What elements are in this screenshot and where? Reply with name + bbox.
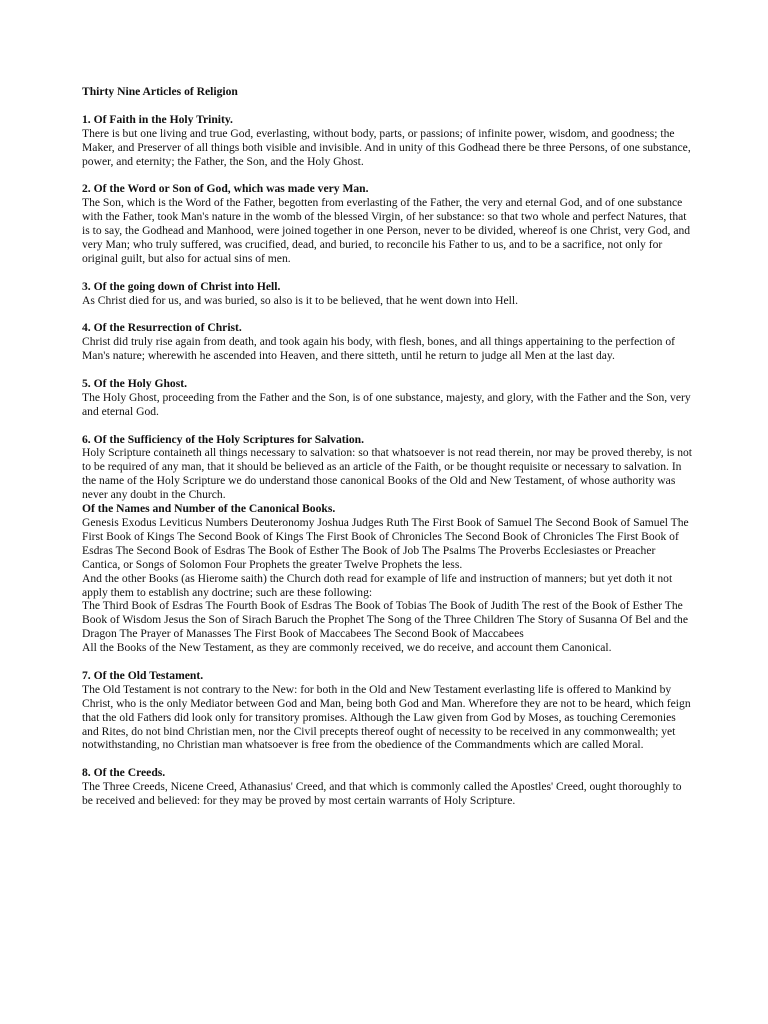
article-3 (82, 280, 694, 308)
article-1 (82, 113, 694, 169)
article-body: Christ did truly rise again from death, and took again his body, with flesh, bones, and all things appertaining to the perfection of Man's nature; wherewith he ascended into Heaven, and there sitteth, until he return to judge all Men at the last day. (82, 335, 675, 363)
article-heading: 3. Of the going down of Christ into Hell. (82, 279, 281, 293)
document-page (82, 85, 694, 822)
article-body: The Old Testament is not contrary to the New: for both in the Old and New Testament everlasting life is offered to Mankind by Christ, who is the only Mediator between God and Man, being both God and Man. Wherefore they are not to be heard, which feign that the old Fathers did look only for transitory promises. Although the Law given from God by Moses, as touching Ceremonies and Rites, do not bind Christian men, nor the Civil precepts thereof ought of necessity to be received in any commonwealth; yet notwithstanding, no Christian man whatsoever is free from the obedience of the Commandments which are called Moral. (82, 682, 691, 752)
article-7 (82, 669, 694, 752)
article-5 (82, 377, 694, 419)
other-books-intro: And the other Books (as Hierome saith) the Church doth read for example of life and instruction of manners; but yet doth it not apply them to establish any doctrine; such are these following: (82, 571, 673, 599)
article-body: The Three Creeds, Nicene Creed, Athanasius' Creed, and that which is commonly called the Apostles' Creed, ought thoroughly to be received and believed: for they may be proved by most certain warrants of Holy Scripture. (82, 780, 682, 808)
article-2 (82, 182, 694, 265)
article-heading: 6. Of the Sufficiency of the Holy Scriptures for Salvation. (82, 432, 364, 446)
article-body: The Son, which is the Word of the Father, begotten from everlasting of the Father, the very and eternal God, and of one substance with the Father, took Man's nature in the womb of the blessed Virgin, of her substance: so that two whole and perfect Natures, that is to say, the Godhead and Manhood, were joined together in one Person, never to be divided, whereof is one Christ, very God, and very Man; who truly suffered, was crucified, dead, and buried, to reconcile his Father to us, and to be a sacrifice, not only for original guilt, but also for actual sins of men. (82, 196, 691, 265)
article-heading: 7. Of the Old Testament. (82, 668, 204, 682)
article-heading: 2. Of the Word or Son of God, which was made very Man. (82, 182, 369, 196)
article-body: There is but one living and true God, everlasting, without body, parts, or passions; of infinite power, wisdom, and goodness; the Maker, and Preserver of all things both visible and invisible. And in unity of this Godhead there be three Persons, of one substance, power, and eternity; the Father, the Son, and the Holy Ghost. (82, 126, 691, 168)
article-body: The Holy Ghost, proceeding from the Father and the Son, is of one substance, majesty, and glory, with the Father and the Son, very and eternal God. (82, 390, 691, 418)
canonical-books-subheading: Of the Names and Number of the Canonical Books. (82, 502, 336, 516)
article-heading: 4. Of the Resurrection of Christ. (82, 321, 242, 335)
other-books-list: The Third Book of Esdras The Fourth Book of Esdras The Book of Tobias The Book of Judith The rest of the Book of Esther The Book of Wisdom Jesus the Son of Sirach Baruch the Prophet The Song of the Three Children The Story of Susanna Of Bel and the Dragon The Prayer of Manasses The First Book of Maccabees The Second Book of Maccabees (82, 599, 688, 641)
canonical-books-list: Genesis Exodus Leviticus Numbers Deuteronomy Joshua Judges Ruth The First Book of Samuel The Second Book of Samuel The First Book of Kings The Second Book of Kings The First Book of Chronicles The Second Book of Chronicles The First Book of Esdras The Second Book of Esdras The Book of Esther The Book of Job The Psalms The Proverbs Ecclesiastes or Preacher Cantica, or Songs of Solomon Four Prophets the greater Twelve Prophets the less. (82, 516, 689, 571)
article-4 (82, 321, 694, 363)
article-heading: 8. Of the Creeds. (82, 766, 166, 780)
article-8 (82, 766, 694, 808)
article-6 (82, 433, 694, 656)
new-testament-statement: All the Books of the New Testament, as they are commonly received, we do receive, and account them Canonical. (82, 641, 612, 655)
article-heading: 5. Of the Holy Ghost. (82, 376, 187, 390)
article-body: Holy Scripture containeth all things necessary to salvation: so that whatsoever is not read therein, nor may be proved thereby, is not to be required of any man, that it should be believed as an article of the Faith, or be thought requisite or necessary to salvation. In the name of the Holy Scripture we do understand those canonical Books of the Old and New Testament, of whose authority was never any doubt in the Church. (82, 446, 693, 502)
document-title: Thirty Nine Articles of Religion (82, 85, 238, 98)
article-body: As Christ died for us, and was buried, so also is it to be believed, that he went down into Hell. (82, 293, 518, 307)
article-heading: 1. Of Faith in the Holy Trinity. (82, 112, 233, 126)
